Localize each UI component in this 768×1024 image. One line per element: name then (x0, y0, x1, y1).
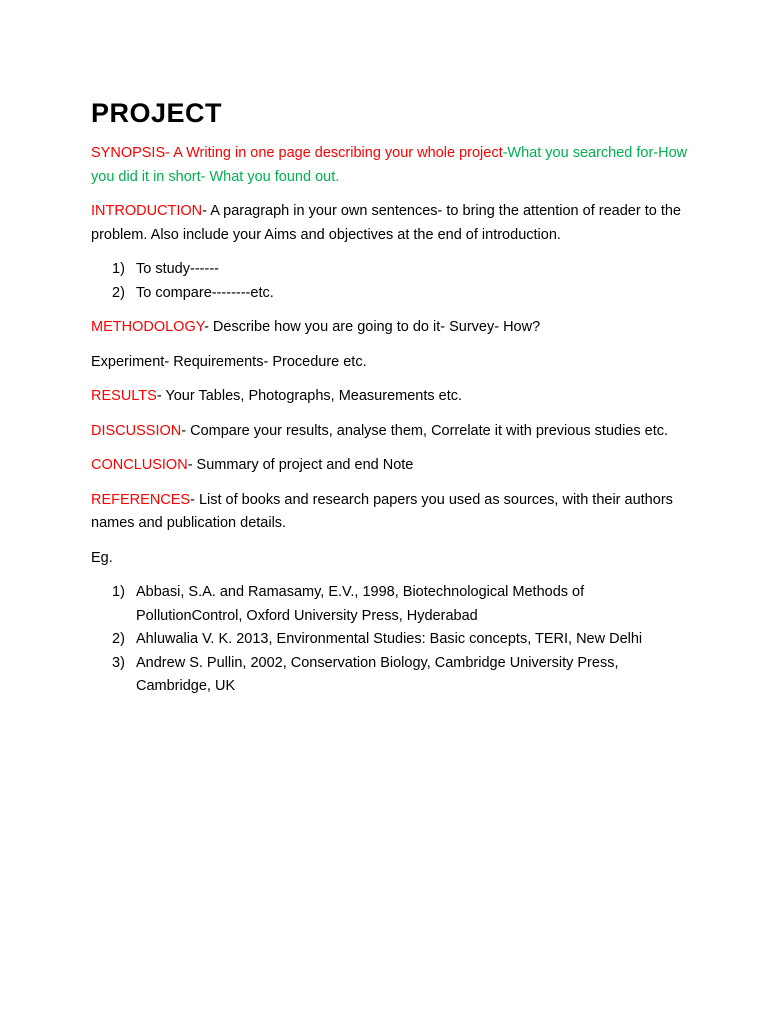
introduction-label: INTRODUCTION (91, 203, 203, 219)
synopsis-red-text: - A Writing in one page describing your whole project (165, 145, 503, 161)
methodology-continuation: Experiment- Requirements- Procedure etc. (91, 353, 367, 370)
list-item (91, 282, 691, 306)
list-item (91, 652, 691, 699)
list-item-text: To compare--------etc. (136, 284, 274, 301)
list-number: 1) (112, 584, 125, 600)
list-item (91, 581, 691, 628)
page-title: PROJECT (91, 98, 223, 128)
list-item (91, 258, 691, 282)
results-label: RESULTS (91, 388, 157, 404)
references-list (91, 581, 691, 699)
conclusion-label: CONCLUSION (91, 457, 188, 473)
list-item (91, 628, 691, 652)
list-number: 1) (112, 261, 125, 277)
list-item-text: Abbasi, S.A. and Ramasamy, E.V., 1998, Biotechnological Methods of PollutionControl, Oxford University Press, Hyderabad (136, 584, 585, 624)
introduction-text: - A paragraph in your own sentences- to bring the attention of reader to the problem. Also include your Aims and objectives at the end of introduction. (91, 203, 681, 243)
references-label: REFERENCES (91, 491, 191, 508)
example-label: Eg. (91, 549, 113, 566)
synopsis-green-text: -What you searched for-How you did it in short- What you found out. (91, 145, 688, 185)
synopsis-paragraph (91, 142, 691, 189)
discussion-text: - Compare your results, analyse them, Correlate it with previous studies etc. (181, 422, 669, 439)
results-paragraph (91, 385, 691, 409)
methodology-text: - Describe how you are going to do it- Survey- How? (204, 319, 541, 335)
list-number: 2) (112, 631, 125, 647)
conclusion-text: - Summary of project and end Note (187, 457, 414, 473)
methodology-paragraph (91, 316, 691, 340)
references-paragraph (91, 489, 691, 536)
synopsis-label: SYNOPSIS (91, 145, 166, 161)
conclusion-paragraph (91, 454, 691, 478)
introduction-paragraph (91, 200, 691, 247)
discussion-label: DISCUSSION (91, 422, 182, 439)
list-number: 2) (112, 284, 125, 301)
list-item-text: To study------ (136, 261, 219, 277)
aims-list (91, 258, 691, 305)
list-item-text: Andrew S. Pullin, 2002, Conservation Biology, Cambridge University Press, Cambridge, UK (136, 654, 619, 694)
list-number: 3) (112, 654, 125, 671)
discussion-paragraph (91, 420, 691, 444)
references-text: - List of books and research papers you used as sources, with their authors names and publication details. (91, 491, 673, 531)
document-page (91, 96, 691, 710)
results-text: - Your Tables, Photographs, Measurements etc. (156, 388, 463, 404)
methodology-label: METHODOLOGY (91, 319, 205, 335)
list-item-text: Ahluwalia V. K. 2013, Environmental Studies: Basic concepts, TERI, New Delhi (136, 631, 643, 647)
